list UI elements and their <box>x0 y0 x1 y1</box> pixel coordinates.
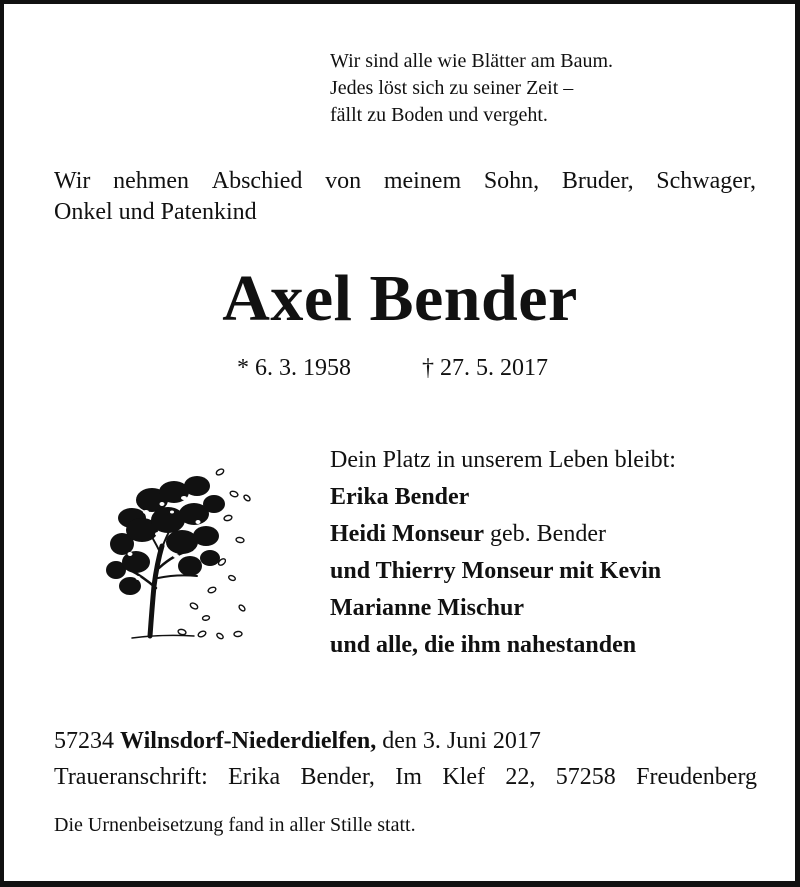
poem-line-3: fällt zu Boden und vergeht. <box>330 104 548 126</box>
tree-with-falling-leaves-icon <box>102 458 262 648</box>
place-town: Wilnsdorf-Niederdielfen, <box>120 728 377 754</box>
intro-word: Abschied <box>211 168 303 194</box>
intro-word: Schwager, <box>656 168 756 194</box>
deceased-name: Axel Bender <box>222 262 578 335</box>
intro-word: Bruder, <box>561 168 634 194</box>
place-and-date <box>54 726 541 756</box>
farewell-intro-line-1 <box>54 166 756 197</box>
intro-word: Wir <box>54 168 91 194</box>
intro-word: meinem <box>383 168 462 194</box>
poem <box>330 48 613 129</box>
mourner-others: und alle, die ihm nahestanden <box>330 632 637 658</box>
mourner-thierry: und Thierry Monseur mit Kevin <box>330 558 662 584</box>
address-word: Klef <box>442 764 485 790</box>
mourners-list <box>330 442 676 664</box>
intro-word: nehmen <box>113 168 190 194</box>
mourners-heading: Dein Platz in unserem Leben bleibt: <box>330 447 676 473</box>
address-word: Traueranschrift: <box>54 764 208 790</box>
place-zip: 57234 <box>54 728 120 754</box>
mourner-heidi-name: Heidi Monseur <box>330 521 484 547</box>
address-word: 22, <box>505 764 536 790</box>
farewell-intro <box>54 166 756 228</box>
mourner-heidi-suffix: geb. Bender <box>484 521 606 547</box>
death-date: † 27. 5. 2017 <box>422 355 548 381</box>
intro-word: Sohn, <box>483 168 540 194</box>
farewell-intro-line-2: Onkel und Patenkind <box>54 199 257 225</box>
poem-line-2: Jedes löst sich zu seiner Zeit – <box>330 77 574 99</box>
poem-line-1: Wir sind alle wie Blätter am Baum. <box>330 50 614 72</box>
place-date: den 3. Juni 2017 <box>376 728 541 754</box>
intro-word: von <box>325 168 362 194</box>
address-word: Freudenberg <box>636 764 757 790</box>
mourner-erika: Erika Bender <box>330 484 470 510</box>
mourning-address <box>54 762 757 792</box>
address-word: Im <box>395 764 422 790</box>
address-word: Bender, <box>300 764 375 790</box>
mourner-heidi <box>330 516 676 553</box>
address-word: 57258 <box>555 764 616 790</box>
birth-date: * 6. 3. 1958 <box>237 355 351 381</box>
address-word: Erika <box>228 764 281 790</box>
burial-note: Die Urnenbeisetzung fand in aller Stille statt. <box>54 814 416 836</box>
mourner-marianne: Marianne Mischur <box>330 595 524 621</box>
